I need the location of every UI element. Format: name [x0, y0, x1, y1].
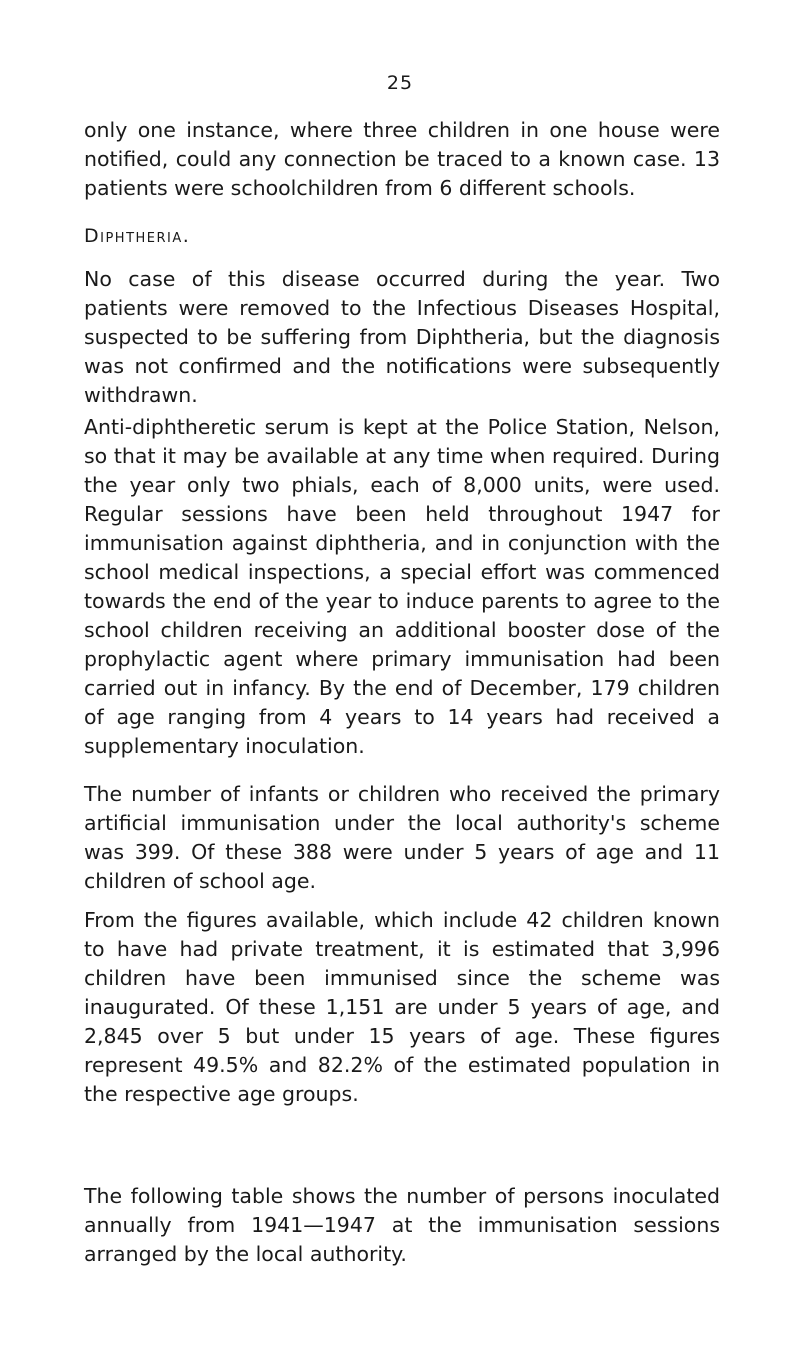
- section-heading-diphtheria: Diphtheria.: [84, 225, 191, 247]
- paragraph-text: Anti-diphtheretic serum is kept at the Police Station, Nelson, so that it may be available at any time when required. During the year only two phials, each of 8,000 units, were used. Regular sessions have been held throughout 1947 for immunisation against diphtheria, and in conjunction with the school medical inspections, a special effort was commenced towards the end of the year to induce parents to agree to the school children receiving an additional booster dose of the prophylactic agent where primary immunisation had been carried out in infancy. By the end of December, 179 children of age ranging from 4 years to 14 years had received a supplementary inoculation.: [84, 415, 720, 758]
- paragraph-table-intro: [84, 1182, 720, 1269]
- paragraph-text: The number of infants or children who received the primary artificial immunisation under the local authority's scheme was 399. Of these 388 were under 5 years of age and 11 children of school age.: [84, 782, 720, 893]
- paragraph-text: From the figures available, which include 42 children known to have had private treatment, it is estimated that 3,996 children have been immunised since the scheme was inaugurated. Of these 1,151 are under 5 years of age, and 2,845 over 5 but under 15 years of age. These figures represent 49.5% and 82.2% of the estimated population in the respective age groups.: [84, 908, 720, 1106]
- paragraph-text: No case of this disease occurred during the year. Two patients were removed to the Infectious Diseases Hospital, suspected to be suffering from Diphtheria, but the diagnosis was not confirmed and the notifications were subsequently withdrawn.: [84, 267, 720, 407]
- paragraph-text: The following table shows the number of persons inoculated annually from 1941—1947 at the immunisation sessions arranged by the local authority.: [84, 1184, 720, 1266]
- paragraph-text: only one instance, where three children in one house were notified, could any connection be traced to a known case. 13 patients were schoolchildren from 6 different schools.: [84, 118, 720, 200]
- page-number: 25: [386, 72, 414, 94]
- paragraph-primary-immunisation: [84, 780, 720, 896]
- paragraph-continuation: [84, 116, 720, 203]
- paragraph-diphtheria-cases: [84, 265, 720, 410]
- paragraph-estimates: [84, 906, 720, 1109]
- paragraph-serum: [84, 413, 720, 761]
